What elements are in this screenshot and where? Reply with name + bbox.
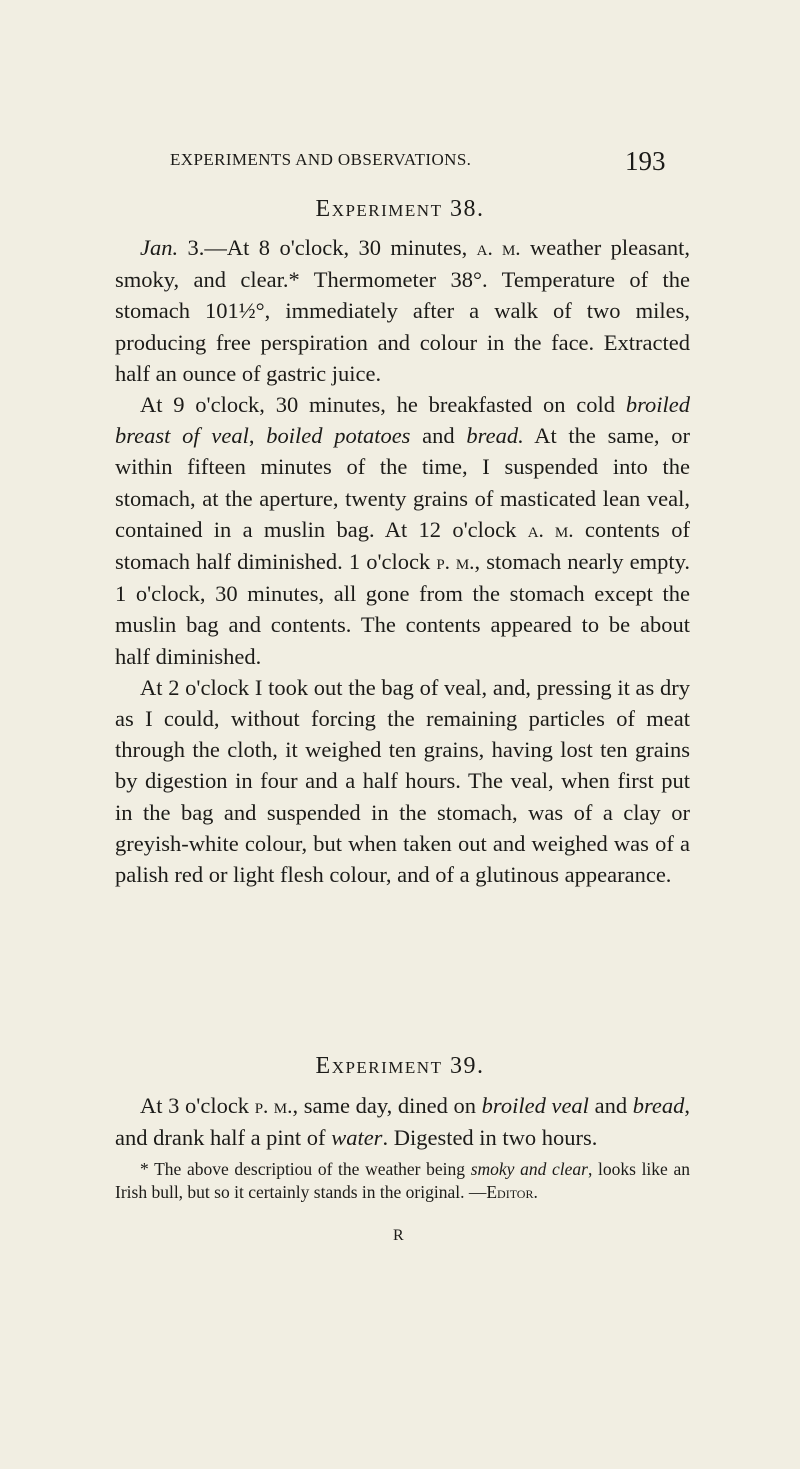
experiment-38-paragraph-1 [115, 232, 690, 389]
time-marker: p. m. [254, 1094, 293, 1118]
time-marker: p. m. [436, 550, 475, 575]
footnote [115, 1158, 690, 1203]
text-run: , same day, dined on [292, 1093, 482, 1118]
footnote-text [115, 1158, 690, 1203]
food-term: broiled breast of veal [115, 392, 690, 449]
text-run: and [588, 1093, 633, 1118]
experiment-38-paragraph-2 [115, 389, 690, 672]
page-number: 193 [625, 146, 666, 176]
text-run: At the same, or within fifteen minutes of the time, I suspended into the stomach, at the aperture, twenty grains of masticated lean veal, contained in a muslin bag. At 12 o'clock [115, 423, 690, 542]
text-run: At 3 o'clock [140, 1093, 255, 1118]
time-marker: a. m. [476, 236, 521, 260]
text-run: weather pleasant, smoky, and clear.* Thermometer 38°. Temperature of the stomach 101½°, immediately after a walk of two miles, producing free perspiration and colour in the face. Extracted half an ounce of gastric juice. [115, 235, 690, 386]
emphasis: smoky and clear [470, 1159, 588, 1179]
experiment-39-body [115, 1090, 690, 1153]
food-term: bread [632, 1093, 685, 1118]
running-header: EXPERIMENTS AND OBSERVATIONS. [170, 150, 472, 169]
text-run: , looks like an Irish bull, but so it certainly stands in the original. — [115, 1159, 690, 1202]
text-run: 3.—At 8 o'clock, 30 minutes, [178, 235, 477, 260]
text-run: and [410, 423, 467, 449]
food-term: bread. [466, 423, 524, 449]
text-run: * The above descriptiou of the weather being [140, 1159, 471, 1179]
food-term: boiled potatoes [266, 423, 411, 449]
experiment-38-body [115, 232, 690, 890]
text-run: , and drank half a pint of [115, 1093, 691, 1151]
text-run: At 9 o'clock, 30 minutes, he breakfasted on cold [140, 392, 626, 418]
editor-credit: Editor. [486, 1181, 538, 1202]
text-run: . Digested in two hours. [382, 1125, 598, 1151]
text-run: contents of stomach half diminished. 1 o'clock [115, 516, 690, 575]
food-term: broiled veal [481, 1093, 589, 1118]
signature-mark: R [393, 1227, 404, 1244]
experiment-38-heading: Experiment 38. [315, 196, 485, 222]
experiment-39-paragraph-1 [115, 1090, 690, 1153]
time-marker: a. m. [527, 517, 574, 542]
text-run: , [248, 423, 267, 449]
experiment-39-heading: Experiment 39. [315, 1053, 485, 1079]
drink-term: water [331, 1125, 383, 1151]
experiment-38-paragraph-3: At 2 o'clock I took out the bag of veal, and, pressing it as dry as I could, without forcing the remaining particles of meat through the cloth, it weighed ten grains, having lost ten grains by digestion in four and a half hours. The veal, when first put in the bag and suspended in the stomach, was of a clay or greyish-white colour, but when taken out and weighed was of a palish red or light flesh colour, and of a glutinous appearance. [115, 674, 690, 888]
date-label: Jan. [140, 235, 179, 260]
text-run: , stomach nearly empty. 1 o'clock, 30 minutes, all gone from the stomach except the muslin bag and contents. The contents appeared to be about half diminished. [115, 549, 690, 669]
